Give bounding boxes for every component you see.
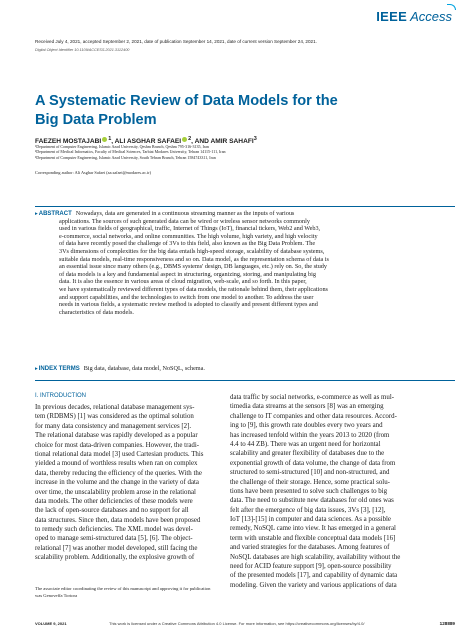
doi-line[interactable]: Digital Object Identifier 10.1109/ACCESS.2021.3112400 bbox=[35, 48, 130, 52]
abstract-line: we have systematically reviewed different types of data models, the rationale behind them, their applications bbox=[59, 285, 328, 293]
abstract-block bbox=[35, 210, 455, 316]
body-line: scalability problem. Additionally, the explosive growth of bbox=[35, 554, 195, 562]
body-line: and varied strategies for the databases. Among features of bbox=[230, 544, 390, 552]
body-line: data traffic by social networks, e-commerce as well as mul- bbox=[230, 394, 395, 401]
body-line: timedia data streams at the sensors [8] was an emerging bbox=[230, 403, 384, 411]
triangle-icon: ▸ bbox=[35, 366, 38, 372]
abstract-text: Nowadays, data are generated in a continuous streaming manner as the inputs of various bbox=[75, 210, 295, 217]
body-line: tem (RDBMS) [1] was considered as the optimal solution bbox=[35, 413, 194, 421]
orcid-icon[interactable] bbox=[102, 137, 107, 142]
affiliation: ²Department of Medical Informatics, Faculty of Medical Sciences, Tarbiat Modares University, Tehran 14115-111, Iran bbox=[35, 149, 226, 155]
author-name: FAEZEH MOSTAJABI bbox=[35, 138, 102, 146]
footer-page-number: 128889 bbox=[439, 621, 455, 626]
body-line: data structures. Since then, data models have been proposed bbox=[35, 516, 201, 524]
author-name: AND AMIR SAHAFI bbox=[194, 138, 254, 146]
abstract-heading: ABSTRACT bbox=[38, 211, 72, 217]
abstract-line: characteristics of data models. bbox=[59, 308, 134, 316]
abstract-line: needs in various fields, a systematic review method is adopted to classify and present different types and bbox=[59, 301, 318, 309]
affiliation: ¹Department of Computer Engineering, Islamic Azad University, Qeshm Branch, Qeshm 795-316-3135, Iran bbox=[35, 144, 209, 149]
body-line: data. The need to substitute new databases for old ones was bbox=[230, 497, 394, 505]
body-line: structured to semi-structured [10] and non-structured, and bbox=[230, 469, 390, 477]
right-column bbox=[230, 393, 454, 590]
abstract-line: data. It is also the essence in various areas of cloud migration, web-scale, and so forth. In this paper, bbox=[59, 278, 307, 286]
body-line: has increased tenfold within the years 2013 to 2020 (from bbox=[230, 431, 390, 439]
triangle-icon: ▸ bbox=[35, 211, 38, 217]
body-line: need for ACID feature support [9], open-source possibility bbox=[230, 563, 392, 571]
abstract-line: e-commerce, social networks, and online communities. The high volume, high variety, and high velocity bbox=[59, 232, 318, 240]
author-affil-sup: 3 bbox=[253, 136, 257, 142]
abstract-line: 3Vs dimensions of complexities for the big data entails high-speed storage, scalability of database systems, bbox=[59, 247, 325, 255]
abstract-line: and support capabilities, and the technologies to switch from one model to another. To address the user bbox=[59, 293, 314, 301]
body-line: oped to manage semi-structured data [5], [6]. The object- bbox=[35, 535, 193, 543]
abstract-line: suitable data models, real-time responsiveness and so on. Data model, as the representation schema of data is bbox=[59, 255, 329, 263]
logo-access-text: Access bbox=[410, 9, 452, 24]
logo-swoosh-icon bbox=[447, 4, 456, 10]
body-line: In previous decades, relational database management sys- bbox=[35, 404, 195, 411]
body-line: data models. The other deficiencies of these models were bbox=[35, 497, 193, 505]
body-line: increase in the volume and the change in the variety of data bbox=[35, 479, 199, 487]
body-line: data, thereby reducing the efficiency of the queries. With the bbox=[35, 469, 202, 477]
body-line: remedy, NoSQL came into view. It has emerged in a general bbox=[230, 525, 396, 533]
index-terms-heading: INDEX TERMS bbox=[38, 366, 80, 372]
body-line: choice for most data-driven companies. However, the tradi- bbox=[35, 441, 200, 449]
logo-ieee-text: IEEE bbox=[376, 9, 408, 24]
paper-title: A Systematic Review of Data Models for the Big Data Problem bbox=[35, 93, 338, 128]
abstract-bottom-rule bbox=[35, 380, 455, 381]
index-terms bbox=[35, 365, 455, 372]
body-line: scalability and greater flexibility of databases due to the bbox=[230, 450, 385, 458]
body-line: felt after the emergence of big data issues, 3Vs [3], [12], bbox=[230, 506, 386, 514]
editor-footnote: The associate editor coordinating the review of this manuscript and approving it for publication was Genoveffa Tortora bbox=[35, 586, 211, 598]
section-heading-introduction: I. INTRODUCTION bbox=[35, 393, 86, 399]
body-line: tional relational data model [3] used Cartesian products. This bbox=[35, 450, 204, 458]
left-column bbox=[35, 393, 239, 563]
body-line: challenge to IT companies and other data resources. Accord- bbox=[230, 412, 397, 420]
orcid-icon[interactable] bbox=[182, 137, 187, 142]
body-line: term with unstable and flexible conceptual data models [16] bbox=[230, 534, 396, 542]
index-terms-text: Big data, database, data model, NoSQL, schema. bbox=[83, 365, 205, 372]
abstract-top-rule bbox=[35, 206, 455, 207]
body-line: over time, the unscalability problem arose in the relational bbox=[35, 488, 196, 496]
abstract-line: used in various fields of geographical, traffic, Internet of Things (IoT), financial tickers, Web2 and Web3, bbox=[59, 225, 321, 233]
body-line: the lack of open-source databases and no support for all bbox=[35, 507, 189, 515]
body-line: ing to [9], this growth rate doubles every two years and bbox=[230, 422, 383, 430]
author-affil-sup: 2 bbox=[188, 136, 192, 142]
corresponding-author: Corresponding author: Ali Asghar Safaei (aa.safaei@modares.ac.ir) bbox=[35, 170, 152, 175]
body-line: of the presented models [17], and capability of dynamic data bbox=[230, 572, 398, 580]
body-line: The relational database was rapidly developed as a popular bbox=[35, 432, 198, 440]
affiliations bbox=[35, 144, 365, 160]
body-line: NoSQL databases are high scalability, availability without the bbox=[230, 553, 401, 561]
abstract-line-first bbox=[35, 210, 455, 218]
abstract-line: of data have recently posed the challenge of 3Vs to this field, also known as the Big Data Problem. The bbox=[59, 240, 316, 248]
affiliation: ³Department of Computer Engineering, Islamic Azad University, South Tehran Branch, Tehran 1584743311, Iran bbox=[35, 154, 216, 160]
body-line: exponential growth of data volume, the change of data from bbox=[230, 459, 396, 467]
body-line: 4.4 to 44 ZB). There was an urgent need for horizontal bbox=[230, 440, 381, 448]
ieee-access-logo bbox=[376, 9, 452, 24]
abstract-line: an essential issue since many others (e.g., DBMS systems' design, DB languages, etc.) rely on. So, the study bbox=[59, 263, 327, 271]
body-line: IoT [13]-[15] in computer and data sciences. As a possible bbox=[230, 516, 391, 524]
abstract-line: of data models is a key and fundamental aspect in structuring, organizing, storing, and manipulating big bbox=[59, 270, 316, 278]
abstract-line: applications. The sources of such generated data can be wired or wireless sensor networks commonly bbox=[59, 217, 310, 225]
body-line: yielded a mound of worthless results when ran on complex bbox=[35, 460, 198, 468]
page-footer bbox=[35, 621, 455, 629]
author-name: ALI ASGHAR SAFAEI bbox=[114, 138, 182, 146]
footer-license[interactable]: This work is licensed under a Creative Commons Attribution 4.0 License. For more information, see https://creativecommons.org/licenses/by/4.0/ bbox=[109, 621, 365, 626]
footer-volume: VOLUME 9, 2021 bbox=[35, 621, 67, 626]
body-line: the challenge of their storage. Hence, some practical solu- bbox=[230, 478, 390, 486]
body-line: modeling. Given the variety and various applications of data bbox=[230, 581, 397, 589]
body-line: tions have been presented to solve such challenges to big bbox=[230, 487, 388, 495]
body-line: for many data consistency and management services [2]. bbox=[35, 422, 192, 430]
publication-dates: Received July 4, 2021, accepted September 2, 2021, date of publication September 14, 2021, date of current version September 24, 2021. bbox=[35, 39, 317, 44]
body-line: to remedy such deficiencies. The XML model was devel- bbox=[35, 526, 193, 534]
author-affil-sup: 1 bbox=[108, 136, 112, 142]
author-list: FAEZEH MOSTAJABI $^1$, ALI ASGHAR SAFAEI $^2$, AND AMIR SAHAFI$^3$ bbox=[35, 136, 257, 146]
body-line: relational [7] was another model developed, still facing the bbox=[35, 544, 198, 552]
